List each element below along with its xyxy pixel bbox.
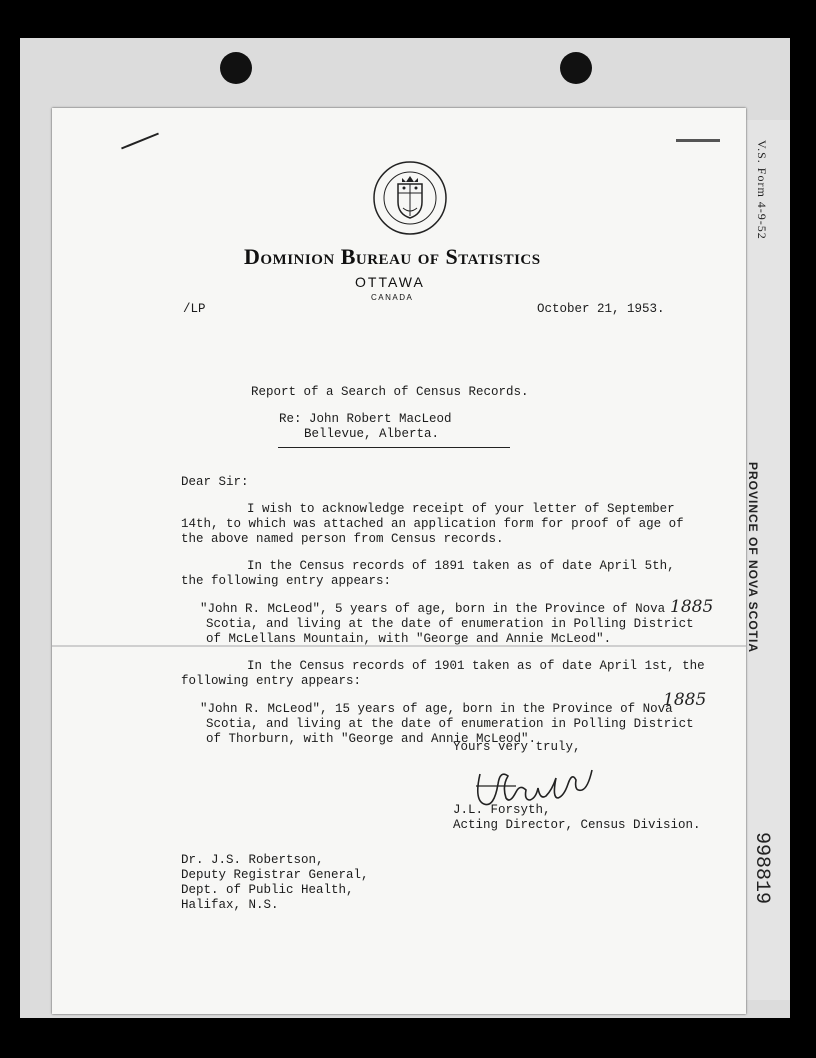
body-paragraph-3-line: following entry appears: — [181, 674, 362, 688]
body-paragraph-3-line: In the Census records of 1901 taken as of date April 1st, the — [247, 659, 705, 673]
reference-code: /LP — [183, 302, 206, 316]
addressee-line: Halifax, N.S. — [181, 898, 279, 912]
form-number: V.S. Form 4-9-52 — [755, 140, 769, 240]
salutation: Dear Sir: — [181, 475, 249, 489]
handwritten-year-1: 1885 — [670, 597, 714, 617]
body-paragraph-2-line: In the Census records of 1891 taken as of date April 5th, — [247, 559, 675, 573]
clip-mark — [676, 139, 720, 142]
city-name: OTTAWA — [355, 274, 425, 290]
subject-title: Report of a Search of Census Records. — [251, 385, 529, 399]
signatory-title: Acting Director, Census Division. — [453, 818, 701, 832]
addressee-line: Deputy Registrar General, — [181, 868, 369, 882]
punch-hole-right — [560, 52, 592, 84]
handwritten-year-2: 1885 — [663, 690, 707, 710]
organization-name: Dominion Bureau of Statistics — [244, 244, 541, 269]
addressee-line: Dept. of Public Health, — [181, 883, 354, 897]
subject-re-line: Re: John Robert MacLeod — [279, 412, 452, 426]
country-name: CANADA — [371, 293, 414, 302]
body-paragraph-1-line: I wish to acknowledge receipt of your letter of September — [247, 502, 675, 516]
addressee-line: Dr. J.S. Robertson, — [181, 853, 324, 867]
province-heading: PROVINCE OF NOVA SCOTIA — [746, 462, 760, 654]
census-1901-entry-line: "John R. McLeod", 15 years of age, born in the Province of Nova — [200, 702, 673, 716]
punch-hole-left — [220, 52, 252, 84]
crest-seal-icon — [372, 160, 448, 236]
census-1891-entry-line: "John R. McLeod", 5 years of age, born in the Province of Nova — [200, 602, 666, 616]
census-1901-entry-line: Scotia, and living at the date of enumeration in Polling District — [206, 717, 694, 731]
body-paragraph-2-line: the following entry appears: — [181, 574, 392, 588]
census-1901-entry-line: of Thorburn, with "George and Annie McLeod". — [206, 732, 537, 746]
body-paragraph-1-line: the above named person from Census records. — [181, 532, 504, 546]
serial-number: 998819 — [750, 832, 773, 905]
subject-location: Bellevue, Alberta. — [304, 427, 440, 441]
census-1891-entry-line: of McLellans Mountain, with "George and Annie McLeod". — [206, 632, 612, 646]
closing: Yours very truly, — [453, 740, 581, 754]
census-1891-entry-line: Scotia, and living at the date of enumeration in Polling District — [206, 617, 694, 631]
body-paragraph-1-line: 14th, to which was attached an application form for proof of age of — [181, 517, 684, 531]
letter-date: October 21, 1953. — [537, 302, 665, 316]
signatory-name: J.L. Forsyth, — [453, 803, 551, 817]
subject-rule — [278, 447, 510, 448]
